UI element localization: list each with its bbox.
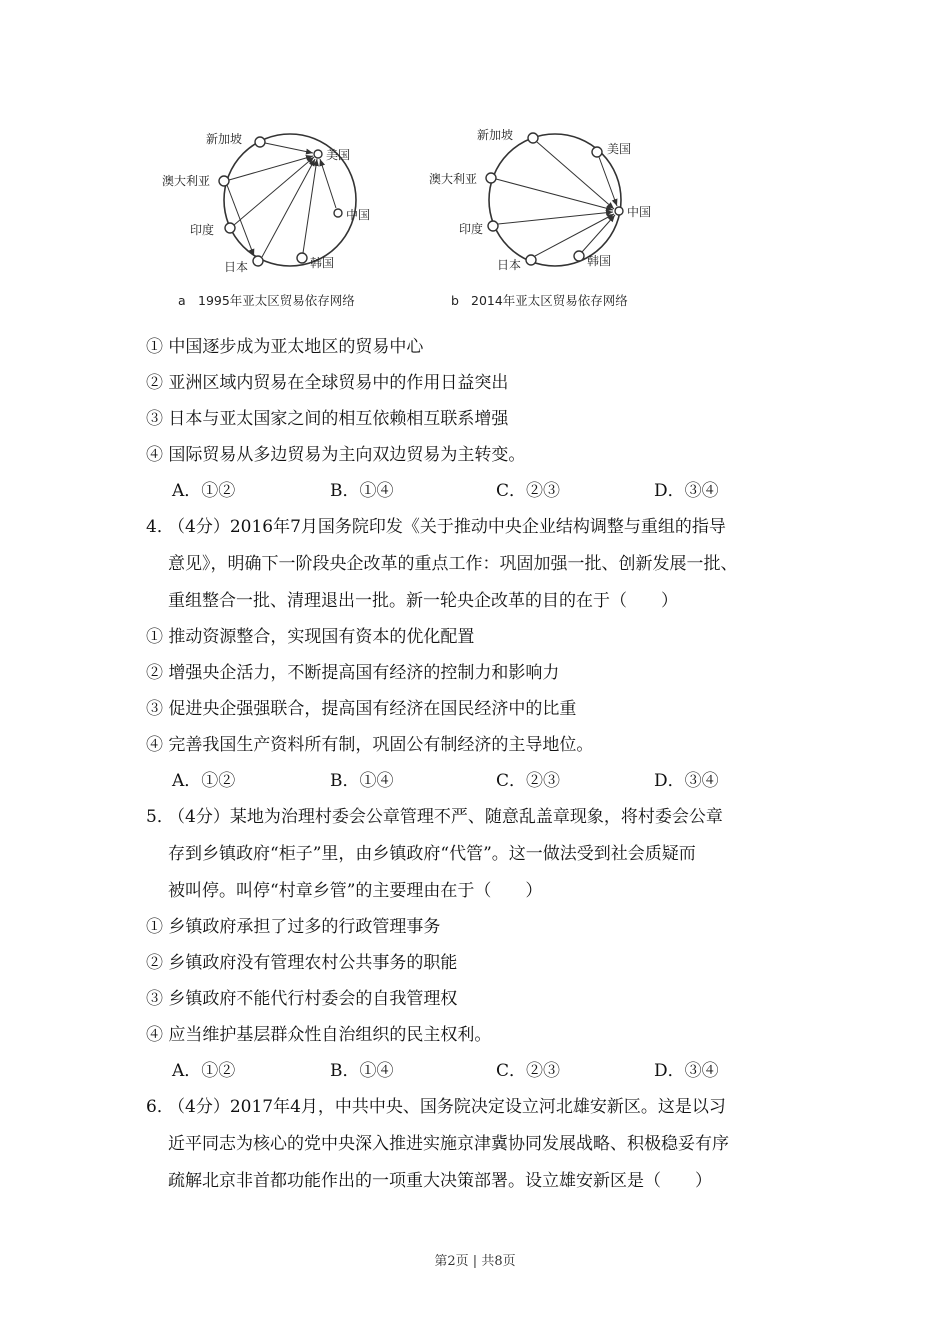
q5-statement-1: ① 乡镇政府承担了过多的行政管理事务 (146, 917, 441, 937)
q5-statement-4: ④ 应当维护基层群众性自治组织的民主权利。 (146, 1025, 492, 1045)
diagram-caption (178, 291, 355, 309)
node-japan: 日本 (224, 260, 249, 274)
caption-letter: b (451, 293, 459, 308)
q3-statement-2: ② 亚洲区域内贸易在全球贸易中的作用日益突出 (146, 373, 509, 393)
network-graphic (425, 118, 695, 318)
q4-option-c[interactable]: C．②③ (496, 771, 561, 791)
q5-statement-2: ② 乡镇政府没有管理农村公共事务的职能 (146, 953, 458, 973)
node-japan: 日本 (497, 258, 522, 272)
node-china: 中国 (346, 208, 371, 222)
node-india: 印度 (459, 222, 484, 236)
question-number: 4． (146, 517, 174, 537)
node-australia: 澳大利亚 (162, 174, 211, 188)
question-number: 5． (146, 807, 174, 827)
node-usa: 美国 (607, 142, 632, 156)
q5-option-c[interactable]: C．②③ (496, 1061, 561, 1081)
trade-network-1995-diagram (150, 118, 420, 318)
node-australia: 澳大利亚 (429, 172, 478, 186)
q3-option-d[interactable]: D．③④ (654, 481, 719, 501)
node-singapore: 新加坡 (206, 132, 243, 146)
q4-stem-line-1: 4．（4分）2016年7月国务院印发《关于推动中央企业结构调整与重组的指导 (146, 517, 726, 537)
q5-option-a[interactable]: A．①② (172, 1061, 236, 1081)
q3-option-a[interactable]: A．①② (172, 481, 236, 501)
network-graphic (150, 118, 420, 318)
diagram-caption (451, 291, 628, 309)
q5-statement-3: ③ 乡镇政府不能代行村委会的自我管理权 (146, 989, 458, 1009)
q4-option-b[interactable]: B．①④ (330, 771, 394, 791)
q5-stem-line-1: 5．（4分）某地为治理村委会公章管理不严、随意乱盖章现象，将村委会公章 (146, 807, 723, 827)
q3-option-b[interactable]: B．①④ (330, 481, 394, 501)
q4-option-a[interactable]: A．①② (172, 771, 236, 791)
q5-stem-line-3: 被叫停。叫停“村章乡管”的主要理由在于（ ） (168, 881, 543, 901)
q4-stem-line-2: 意见》，明确下一阶段央企改革的重点工作：巩固加强一批、创新发展一批、 (168, 554, 738, 574)
q5-option-b[interactable]: B．①④ (330, 1061, 394, 1081)
node-china: 中国 (627, 205, 652, 219)
node-korea: 韩国 (587, 254, 612, 268)
q6-stem-line-1: 6．（4分）2017年4月，中共中央、国务院决定设立河北雄安新区。这是以习 (146, 1097, 726, 1117)
q4-statement-2: ② 增强央企活力，不断提高国有经济的控制力和影响力 (146, 663, 560, 683)
node-singapore: 新加坡 (477, 128, 514, 142)
q3-statement-3: ③ 日本与亚太国家之间的相互依赖相互联系增强 (146, 409, 509, 429)
trade-network-2014-diagram (425, 118, 695, 318)
q4-statement-3: ③ 促进央企强强联合，提高国有经济在国民经济中的比重 (146, 699, 577, 719)
question-number: 6． (146, 1097, 174, 1117)
page-footer: 第2页 | 共8页 (434, 1254, 516, 1269)
q6-stem-line-2: 近平同志为核心的党中央深入推进实施京津冀协同发展战略、积极稳妥有序 (168, 1134, 729, 1154)
q5-stem-line-2: 存到乡镇政府“柜子”里，由乡镇政府“代管”。这一做法受到社会质疑而 (168, 844, 696, 864)
node-usa: 美国 (326, 148, 351, 162)
caption-text: 1995年亚太区贸易依存网络 (198, 293, 355, 308)
q6-stem-line-3: 疏解北京非首都功能作出的一项重大决策部署。设立雄安新区是（ ） (168, 1171, 712, 1191)
q4-statement-1: ① 推动资源整合，实现国有资本的优化配置 (146, 627, 475, 647)
caption-letter: a (178, 293, 186, 308)
node-korea: 韩国 (310, 256, 335, 270)
q3-option-c[interactable]: C．②③ (496, 481, 561, 501)
node-india: 印度 (190, 223, 215, 237)
q4-stem-line-3: 重组整合一批、清理退出一批。新一轮央企改革的目的在于（ ） (168, 591, 678, 611)
q3-statement-4: ④ 国际贸易从多边贸易为主向双边贸易为主转变。 (146, 445, 526, 465)
q5-option-d[interactable]: D．③④ (654, 1061, 719, 1081)
caption-text: 2014年亚太区贸易依存网络 (471, 293, 628, 308)
q4-statement-4: ④ 完善我国生产资料所有制，巩固公有制经济的主导地位。 (146, 735, 594, 755)
q3-statement-1: ① 中国逐步成为亚太地区的贸易中心 (146, 337, 424, 357)
q4-option-d[interactable]: D．③④ (654, 771, 719, 791)
